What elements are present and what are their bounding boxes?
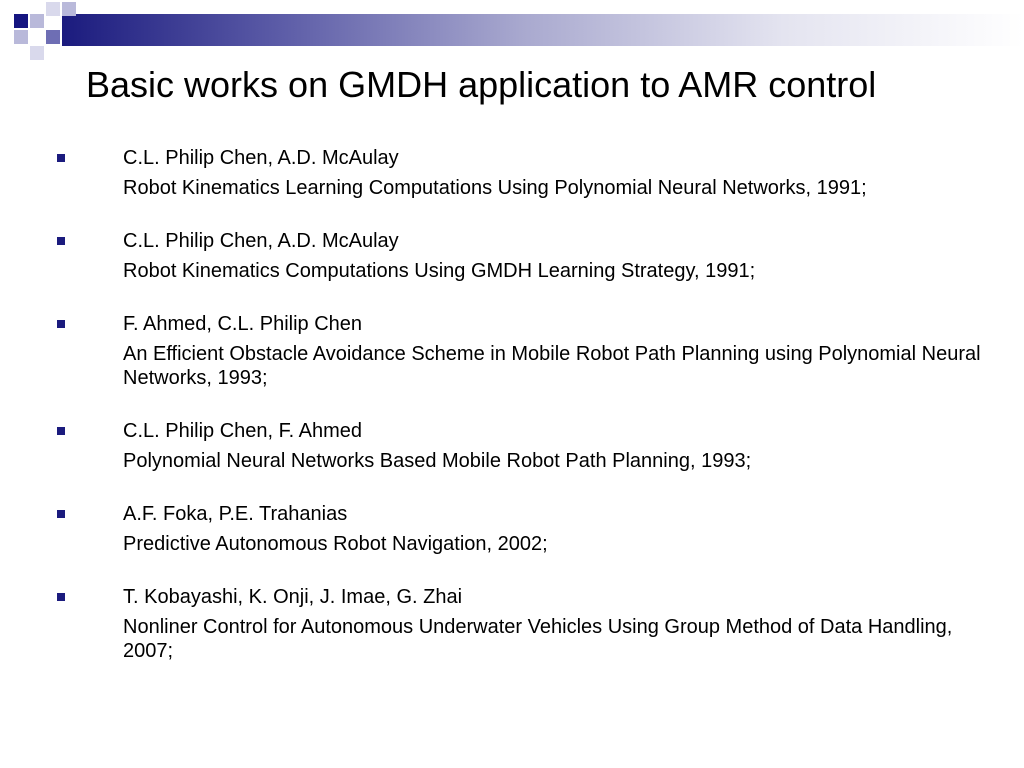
bullet-square-icon <box>57 510 65 518</box>
reference-list <box>0 146 1024 692</box>
bullet-square-icon <box>57 427 65 435</box>
slide-title: Basic works on GMDH application to AMR control <box>86 64 877 105</box>
reference-work: Polynomial Neural Networks Based Mobile Robot Path Planning, 1993; <box>123 450 752 472</box>
bullet-square-icon <box>57 320 65 328</box>
bullet-square-icon <box>57 593 65 601</box>
header-square <box>30 14 44 28</box>
reference-work: Nonliner Control for Autonomous Underwater Vehicles Using Group Method of Data Handling, 2007; <box>123 616 953 662</box>
header-square <box>46 2 60 16</box>
reference-item <box>0 419 1024 473</box>
reference-authors: F. Ahmed, C.L. Philip Chen <box>123 313 363 335</box>
reference-authors: T. Kobayashi, K. Onji, J. Imae, G. Zhai <box>123 586 463 608</box>
reference-work: Predictive Autonomous Robot Navigation, 2002; <box>123 533 548 555</box>
reference-item <box>0 146 1024 200</box>
reference-work: Robot Kinematics Computations Using GMDH Learning Strategy, 1991; <box>123 260 756 282</box>
reference-work: An Efficient Obstacle Avoidance Scheme in Mobile Robot Path Planning using Polynomial Neural Networks, 1993; <box>123 343 981 389</box>
bullet-square-icon <box>57 154 65 162</box>
reference-authors: A.F. Foka, P.E. Trahanias <box>123 503 348 525</box>
reference-item <box>0 502 1024 556</box>
reference-authors: C.L. Philip Chen, A.D. McAulay <box>123 147 399 169</box>
reference-item <box>0 229 1024 283</box>
header-square <box>14 30 28 44</box>
header-gradient-bar <box>62 14 1024 46</box>
reference-authors: C.L. Philip Chen, F. Ahmed <box>123 420 363 442</box>
reference-item <box>0 585 1024 663</box>
reference-authors: C.L. Philip Chen, A.D. McAulay <box>123 230 399 252</box>
reference-item <box>0 312 1024 390</box>
bullet-square-icon <box>57 237 65 245</box>
header-square <box>14 14 28 28</box>
header-square <box>46 30 60 44</box>
header-square <box>62 2 76 16</box>
reference-work: Robot Kinematics Learning Computations Using Polynomial Neural Networks, 1991; <box>123 177 867 199</box>
header-square <box>30 46 44 60</box>
